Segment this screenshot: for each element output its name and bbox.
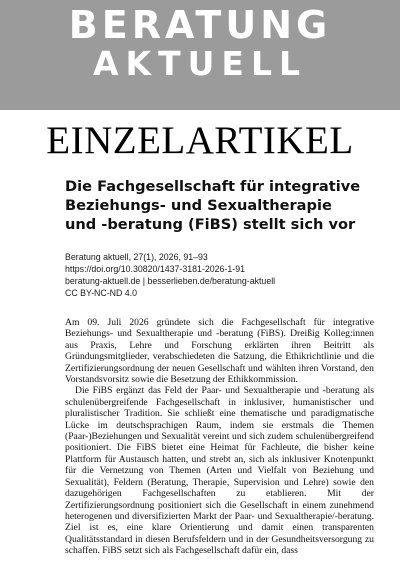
article-title (65, 177, 385, 234)
body-paragraph-2: Die FiBS ergänzt das Feld der Paar- und Sexualtherapie und -beratung als schulenübergreifende Fachgesellschaft in inklusiver, humanistischer und pluralistischer Tradition. Sie schließt eine thematische und paradigmatische Lücke im deutschsprachigen Raum, indem sie erstmals die Themen (Paar-)Beziehungen und Sexualität vereint und sich zudem schulenübergreifend positioniert. Die FiBS bietet eine Heimat für Fachleute, die bisher keine Plattform für Austausch hatten, und strebt an, sich als inklusiver Knotenpunkt für die Vernetzung von Themen (Arten und Vielfalt von Beziehung und Sexualität), Feldern (Beratung, Therapie, Supervision und Lehre) sowie den dazugehörigen Fachgesellschaften zu etablieren. Mit der Zertifizierungsordnung positioniert sich die Gesellschaft in einem zunehmend heterogenen und diversifizierten Markt der Paar- und Sexualtherapie/-beratung. Ziel ist es, eine klare Orientierung und damit einen transparenten Qualitätsstandard in diesen Berufsfeldern und in der Gesundheitsversorgung zu schaffen. FiBS setzt sich als Fachgesellschaft dafür ein, dass (65, 385, 374, 557)
article-title-line1: Die Fachgesellschaft für integrative (65, 178, 361, 195)
citation: Beratung aktuell, 27(1), 2026, 91–93 (65, 252, 208, 262)
masthead-title-line2: AKTUELL (92, 44, 308, 83)
article-metadata (65, 251, 385, 299)
website-links[interactable]: beratung-aktuell.de | besserlieben.de/beratung-aktuell (65, 276, 276, 287)
journal-masthead (0, 0, 400, 110)
masthead-title-line1: BERATUNG (68, 3, 332, 47)
article-body (65, 317, 374, 557)
license: CC BY-NC-ND 4.0 (65, 288, 138, 299)
article-title-line3: und -beratung (FiBS) stellt sich vor (65, 216, 356, 233)
article-type-heading: EINZELARTIKEL (46, 119, 354, 162)
doi-link[interactable]: https://doi.org/10.30820/1437-3181-2026-1-91 (65, 264, 245, 275)
article-title-line2: Beziehungs- und Sexualtherapie (65, 197, 332, 214)
body-paragraph-1: Am 09. Juli 2026 gründete sich die Fachgesellschaft für integrative Beziehungs- und Sexualtherapie und -beratung (FiBS). Dreißig Kolleg:innen aus Praxis, Lehre und Forschung erklärten ihren Beitritt als Gründungsmitglieder, verabschiedeten die Satzung, die Ethikrichtlinie und die Zertifizierungsordnung der neuen Gesellschaft und wählten ihren Vorstand, den Vorstandsvorsitz sowie die Besetzung der Ethikkommission. (65, 317, 374, 386)
